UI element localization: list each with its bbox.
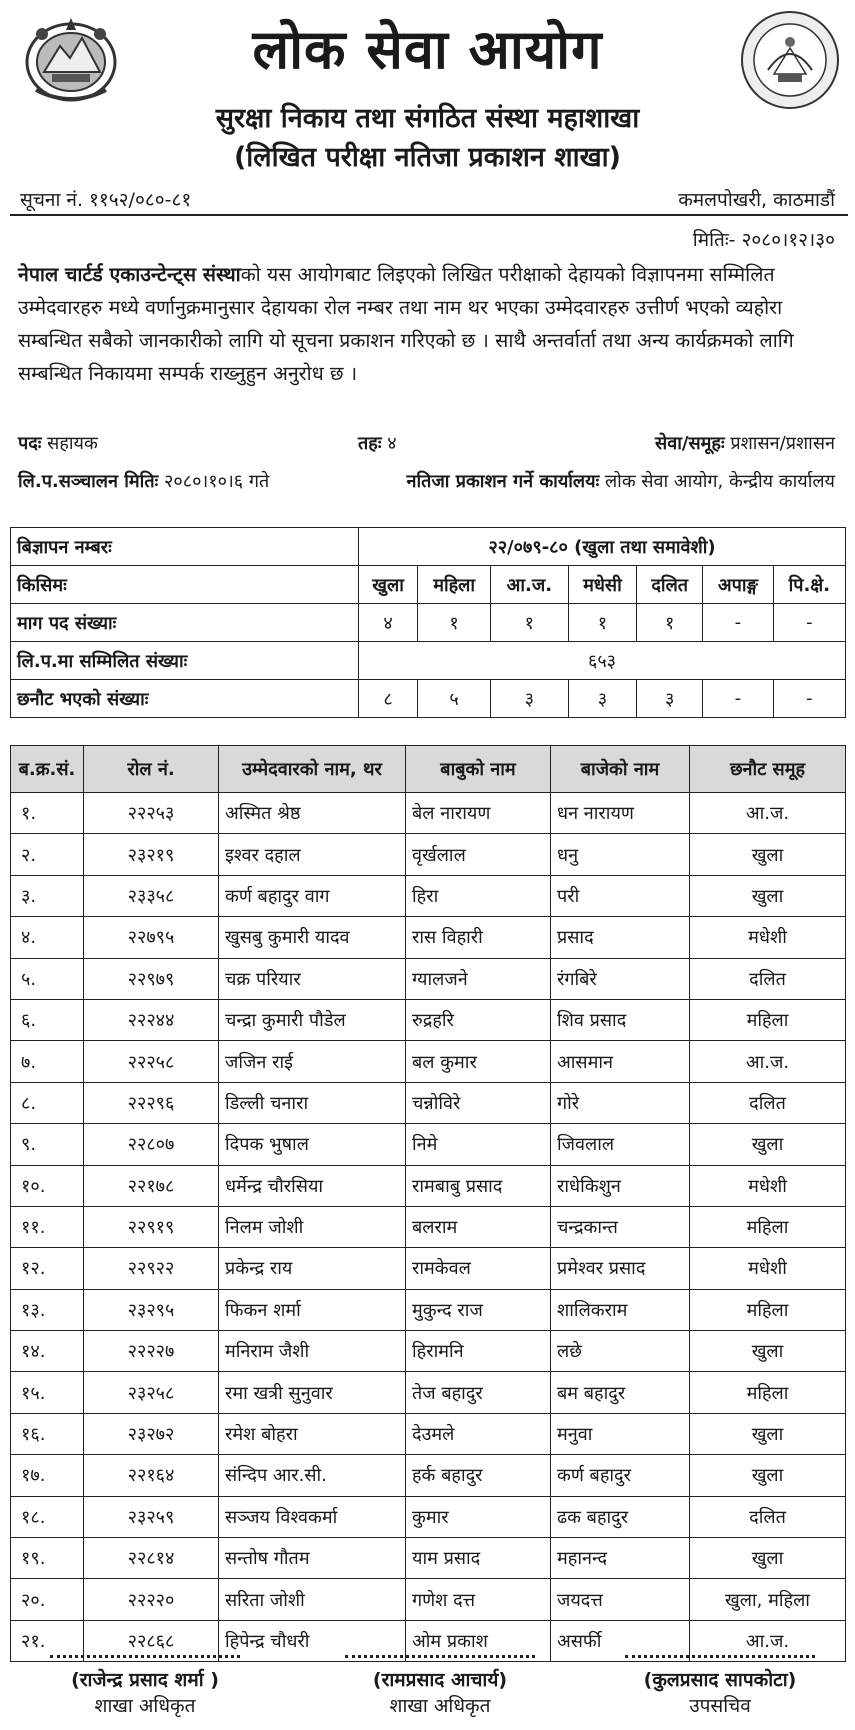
cell-group: खुला [690,834,846,875]
cell-roll: २२२२० [84,1579,219,1620]
category-cell: पि.क्षे. [773,566,845,604]
notice-place: कमलपोखरी, काठमाडौं [678,189,835,211]
post-label: पदः [18,433,42,454]
cell-name: डिल्ली चनारा [219,1082,406,1123]
cell-grandfather: शालिकराम [551,1289,690,1330]
table-row [11,1538,846,1579]
cell-roll: २२९७९ [84,958,219,999]
cell-grandfather: गोरे [551,1082,690,1123]
selected-label: छनौट भएको संख्याः [11,680,359,718]
level-label: तहः [358,433,382,454]
cell-name: निलम जोशी [219,1206,406,1247]
selected-cell: - [773,680,845,718]
cell-serial: ११. [11,1206,84,1247]
cell-serial: १६. [11,1413,84,1454]
demand-cell: ४ [359,604,418,642]
cell-name: चक्र परियार [219,958,406,999]
cell-name: रमेश बोहरा [219,1413,406,1454]
cell-serial: १४. [11,1331,84,1372]
notice-body [18,258,840,390]
exam-date-field [18,469,269,493]
cell-father: मुकुन्द राज [406,1289,551,1330]
table-row [11,1413,846,1454]
demand-cell: १ [568,604,637,642]
cell-group: दलित [690,1082,846,1123]
table-row [11,1206,846,1247]
table-row [11,917,846,958]
cell-roll: २३२५९ [84,1496,219,1537]
cell-name: फिकन शर्मा [219,1289,406,1330]
cell-group: खुला, महिला [690,1579,846,1620]
post-value: सहायक [47,433,98,454]
category-cell: दलित [637,566,703,604]
cell-name: खुसबु कुमारी यादव [219,917,406,958]
exam-date-value: २०८०।१०।६ गते [163,471,270,492]
column-header-father: बाबुको नाम [406,746,551,793]
cell-name: दिपक भुषाल [219,1124,406,1165]
service-field [655,431,835,455]
cell-name: सन्तोष गौतम [219,1538,406,1579]
summary-row-ad [11,528,846,566]
category-cell: अपाङ्ग [703,566,773,604]
cell-father: वृर्खलाल [406,834,551,875]
cell-father: बेल नारायण [406,793,551,834]
signature-line [625,1655,815,1658]
office-label: नतिजा प्रकाशन गर्ने कार्यालयः [406,471,600,492]
cell-father: रामबाबु प्रसाद [406,1165,551,1206]
summary-row-appeared [11,642,846,680]
results-body [11,793,846,1662]
cell-roll: २३२१९ [84,834,219,875]
cell-father: रास विहारी [406,917,551,958]
cell-grandfather: शिव प्रसाद [551,999,690,1040]
cell-name: प्रकेन्द्र राय [219,1248,406,1289]
signature-block [605,1655,835,1718]
level-field [358,431,397,455]
cell-father: रुद्रहरि [406,999,551,1040]
summary-table [10,527,846,718]
demand-cell: १ [637,604,703,642]
table-row [11,1579,846,1620]
cell-serial: ८. [11,1082,84,1123]
cell-father: कुमार [406,1496,551,1537]
ad-value: २२/०७९-८० (खुला तथा समावेशी) [359,528,846,566]
cell-father: हिरा [406,875,551,916]
cell-name: अस्मित श्रेष्ठ [219,793,406,834]
column-header-name: उम्मेदवारको नाम, थर [219,746,406,793]
cell-roll: २२२२७ [84,1331,219,1372]
table-row [11,1331,846,1372]
cell-group: महिला [690,999,846,1040]
cell-grandfather: परी [551,875,690,916]
summary-row-type [11,566,846,604]
cell-father: निमे [406,1124,551,1165]
cell-father: रामकेवल [406,1248,551,1289]
appeared-label: लि.प.मा सम्मिलित संख्याः [11,642,359,680]
page-subtitle-division: सुरक्षा निकाय तथा संगठित संस्था महाशाखा [215,103,640,134]
cell-name: मनिराम जैशी [219,1331,406,1372]
cell-roll: २३२९५ [84,1289,219,1330]
demand-cell: - [703,604,773,642]
table-row [11,1082,846,1123]
exam-date-label: लि.प.सञ्चालन मितिः [18,471,159,492]
cell-name: कर्ण बहादुर वाग [219,875,406,916]
cell-father: याम प्रसाद [406,1538,551,1579]
table-row [11,1289,846,1330]
signatory-name: (कुलप्रसाद सापकोटा) [643,1669,797,1691]
cell-grandfather: मनुवा [551,1413,690,1454]
cell-serial: ३. [11,875,84,916]
cell-group: महिला [690,1206,846,1247]
cell-serial: ७. [11,1041,84,1082]
cell-father: गणेश दत्त [406,1579,551,1620]
cell-serial: ९. [11,1124,84,1165]
table-row [11,1165,846,1206]
cell-roll: २३२७२ [84,1413,219,1454]
cell-serial: १. [11,793,84,834]
cell-grandfather: लछे [551,1331,690,1372]
signatory-name: (राजेन्द्र प्रसाद शर्मा ) [71,1669,219,1691]
cell-roll: २२९२२ [84,1248,219,1289]
cell-roll: २२८०७ [84,1124,219,1165]
signature-line [345,1655,535,1658]
summary-row-demand [11,604,846,642]
demand-cell: १ [491,604,569,642]
service-value: प्रशासन/प्रशासन [730,433,835,454]
cell-grandfather: बम बहादुर [551,1372,690,1413]
appeared-value: ६५३ [359,642,846,680]
cell-group: महिला [690,1372,846,1413]
cell-serial: ४. [11,917,84,958]
table-row [11,875,846,916]
service-label: सेवा/समूहः [655,433,725,454]
office-value: लोक सेवा आयोग, केन्द्रीय कार्यालय [604,471,835,492]
cell-grandfather: प्रसाद [551,917,690,958]
column-header-group: छनौट समूह [690,746,846,793]
cell-father: बलराम [406,1206,551,1247]
cell-serial: ५. [11,958,84,999]
cell-roll: २३२५८ [84,1372,219,1413]
cell-name: संन्दिप आर.सी. [219,1455,406,1496]
cell-name: सञ्जय विश्वकर्मा [219,1496,406,1537]
cell-group: आ.ज. [690,1041,846,1082]
cell-roll: २२८६८ [84,1620,219,1661]
cell-group: दलित [690,958,846,999]
organization-name: नेपाल चार्टर्ड एकाउन्टेन्ट्स संस्था [18,263,241,286]
table-row [11,1372,846,1413]
demand-label: माग पद संख्याः [11,604,359,642]
cell-father: चन्नोविरे [406,1082,551,1123]
page-title: लोक सेवा आयोग [252,18,603,81]
cell-father: ग्यालजने [406,958,551,999]
category-cell: महिला [418,566,491,604]
category-cell: खुला [359,566,418,604]
cell-name: जजिन राई [219,1041,406,1082]
cell-roll: २३३५८ [84,875,219,916]
signatory-title: शाखा अधिकृत [389,1695,491,1717]
ad-label: बिज्ञापन नम्बरः [11,528,359,566]
cell-group: खुला [690,875,846,916]
cell-name: सरिता जोशी [219,1579,406,1620]
cell-serial: १७. [11,1455,84,1496]
table-row [11,1496,846,1537]
cell-serial: १८. [11,1496,84,1537]
cell-roll: २२२५३ [84,793,219,834]
page-subtitle-section: (लिखित परीक्षा नतिजा प्रकाशन शाखा) [233,142,622,173]
cell-roll: २२२५८ [84,1041,219,1082]
table-row [11,1124,846,1165]
level-value: ४ [387,433,397,454]
selected-cell: ३ [491,680,569,718]
cell-serial: २१. [11,1620,84,1661]
cell-group: खुला [690,1455,846,1496]
cell-group: खुला [690,1538,846,1579]
selected-cell: ३ [568,680,637,718]
cell-roll: २२७९५ [84,917,219,958]
cell-group: खुला [690,1124,846,1165]
type-label: किसिमः [11,566,359,604]
table-row [11,958,846,999]
category-cell: मधेसी [568,566,637,604]
cell-grandfather: जयदत्त [551,1579,690,1620]
cell-name: इश्वर दहाल [219,834,406,875]
cell-grandfather: धन नारायण [551,793,690,834]
category-cell: आ.ज. [491,566,569,604]
cell-grandfather: जिवलाल [551,1124,690,1165]
cell-group: आ.ज. [690,793,846,834]
cell-group: आ.ज. [690,1620,846,1661]
table-row [11,834,846,875]
header-divider [10,214,848,216]
cell-serial: १९. [11,1538,84,1579]
cell-roll: २२१६४ [84,1455,219,1496]
cell-group: मधेशी [690,1248,846,1289]
summary-row-selected [11,680,846,718]
cell-father: ओम प्रकाश [406,1620,551,1661]
cell-roll: २२८१४ [84,1538,219,1579]
column-header-grandfather: बाजेको नाम [551,746,690,793]
cell-serial: १०. [11,1165,84,1206]
cell-serial: १३. [11,1289,84,1330]
cell-group: महिला [690,1289,846,1330]
cell-grandfather: आसमान [551,1041,690,1082]
notice-text: को यस आयोगबाट लिइएको लिखित परीक्षाको देहायको विज्ञापनमा सम्मिलित उम्मेदवारहरु मध्ये वर्णानुक्रमानुसार देहायका रोल नम्बर तथा नाम थर भएका उम्मेदवारहरु उत्तीर्ण भएको व्यहोरा सम्बन्धित सबैको जानकारीको लागि यो सूचना प्रकाशन गरिएको छ । साथै अन्तर्वार्ता तथा अन्य कार्यक्रमको लागि सम्बन्धित निकायमा सम्पर्क राख्नुहुन अनुरोध छ । [18,263,794,385]
cell-father: बल कुमार [406,1041,551,1082]
cell-serial: २०. [11,1579,84,1620]
table-row [11,1248,846,1289]
post-field [18,431,98,455]
table-row [11,999,846,1040]
signatory-title: उपसचिव [689,1695,751,1717]
notice-number: सूचना नं. ११५२/०८०-८१ [20,189,192,211]
table-row [11,793,846,834]
cell-roll: २२९१९ [84,1206,219,1247]
cell-grandfather: ढक बहादुर [551,1496,690,1537]
signature-block [325,1655,555,1718]
cell-father: तेज बहादुर [406,1372,551,1413]
signatory-name: (रामप्रसाद आचार्य) [372,1669,508,1691]
cell-serial: ६. [11,999,84,1040]
cell-group: मधेशी [690,917,846,958]
office-field [407,469,835,493]
cell-father: देउमले [406,1413,551,1454]
results-table [10,745,846,1662]
selected-cell: ३ [637,680,703,718]
table-row [11,1455,846,1496]
cell-group: खुला [690,1413,846,1454]
cell-name: रमा खत्री सुनुवार [219,1372,406,1413]
cell-serial: २. [11,834,84,875]
cell-roll: २२२४४ [84,999,219,1040]
notice-date: मितिः- २०८०।१२।३० [692,229,835,251]
selected-cell: - [703,680,773,718]
cell-grandfather: चन्द्रकान्त [551,1206,690,1247]
cell-name: हिपेन्द्र चौधरी [219,1620,406,1661]
cell-serial: १२. [11,1248,84,1289]
cell-name: धर्मेन्द्र चौरसिया [219,1165,406,1206]
demand-cell: - [773,604,845,642]
column-header-serial: ब.क्र.सं. [11,746,84,793]
cell-grandfather: असर्फी [551,1620,690,1661]
signature-block [30,1655,260,1718]
cell-serial: १५. [11,1372,84,1413]
cell-group: दलित [690,1496,846,1537]
cell-grandfather: राधेकिशुन [551,1165,690,1206]
cell-group: खुला [690,1331,846,1372]
cell-grandfather: धनु [551,834,690,875]
cell-grandfather: महानन्द [551,1538,690,1579]
cell-father: हर्क बहादुर [406,1455,551,1496]
cell-group: मधेशी [690,1165,846,1206]
results-header-row [11,746,846,793]
table-row [11,1041,846,1082]
demand-cell: १ [418,604,491,642]
cell-grandfather: कर्ण बहादुर [551,1455,690,1496]
column-header-roll: रोल नं. [84,746,219,793]
selected-cell: ५ [418,680,491,718]
cell-name: चन्द्रा कुमारी पौडेल [219,999,406,1040]
cell-grandfather: रंगबिरे [551,958,690,999]
cell-roll: २२१७८ [84,1165,219,1206]
cell-father: हिरामनि [406,1331,551,1372]
signature-line [50,1655,240,1658]
cell-roll: २२२९६ [84,1082,219,1123]
signatory-title: शाखा अधिकृत [94,1695,196,1717]
cell-grandfather: प्रमेश्वर प्रसाद [551,1248,690,1289]
selected-cell: ८ [359,680,418,718]
